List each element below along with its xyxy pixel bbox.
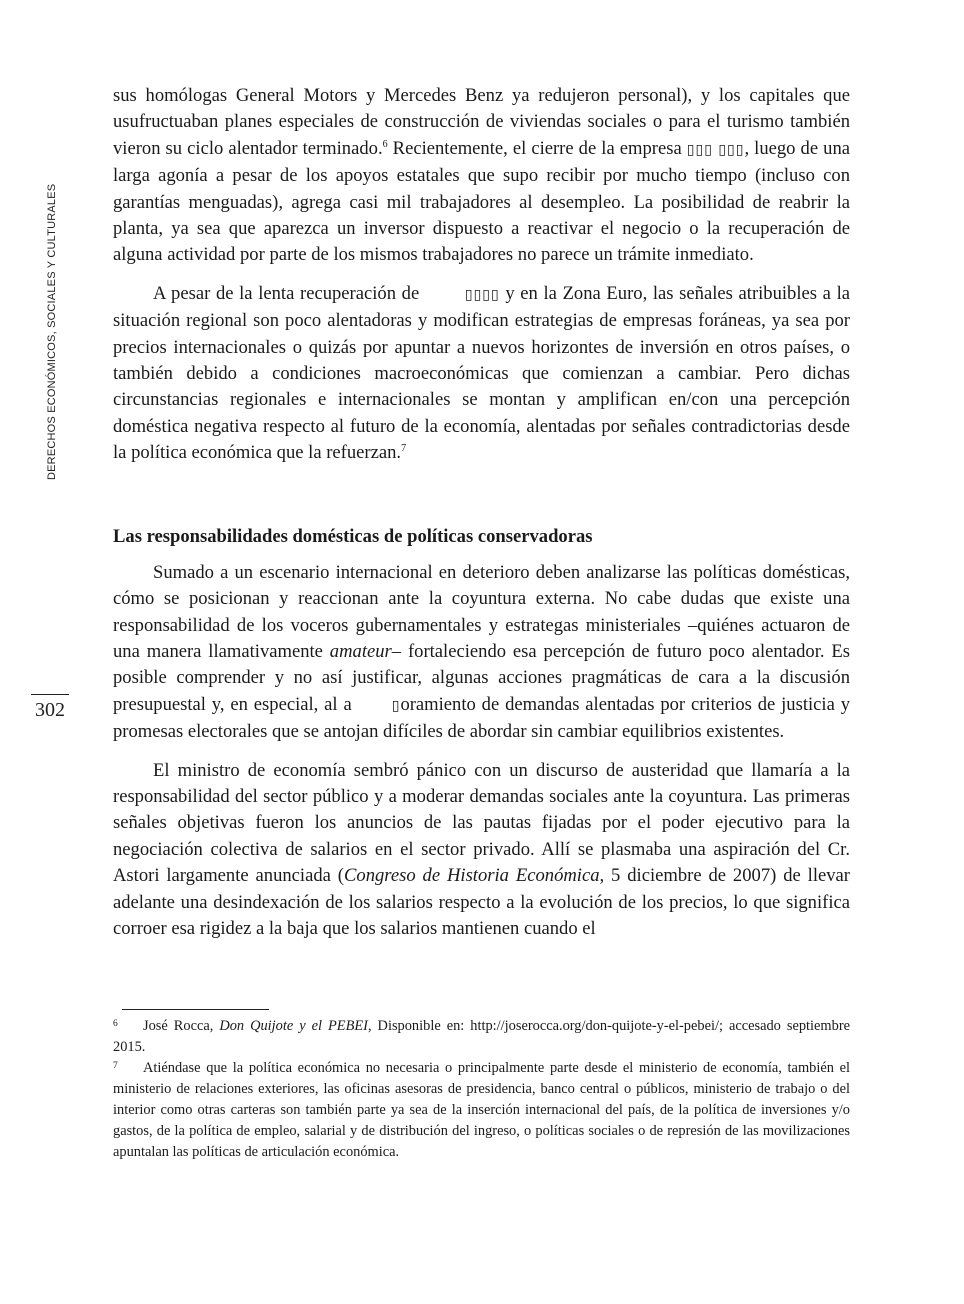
footnote-separator — [122, 1009, 269, 1010]
running-title: DERECHOS ECONÓMICOS, SOCIALES Y CULTURALES — [46, 183, 58, 480]
missing-glyph-placeholder: ▯▯▯▯ — [464, 286, 500, 303]
paragraph-3: Sumado a un escenario internacional en deterioro deben analizarse las políticas domésticas, cómo se posicionan y reaccionan ante la coyuntura externa. No cabe dudas que existe una responsabilidad de los voceros gubernamentales y estrategas ministeriales –quiénes actuaron de una manera llamativamente amateur– fortaleciendo esa percepción de futuro poco alentador. Es posible comprender y no así justificar, algunas acciones pragmáticas de cara a la discusión presupuestal y, en especial, al a ▯oramiento de demandas alentadas por criterios de justicia y promesas electorales que se antojan difíciles de abordar sin cambiar equilibrios existentes. — [113, 561, 850, 743]
body-text — [113, 83, 850, 942]
paragraph-2: A pesar de la lenta recuperación de ▯▯▯▯ y en la Zona Euro, las señales atribuibles a la situación regional son poco alentadoras y modifican estrategias de empresas foráneas, ya sea por precios internacionales o quizás por apuntar a nuevos horizontes de inversión en otros países, o también debido a condiciones macroeconómicas que comienzan a cambiar. Pero dichas circunstancias regionales e internacionales se montan y amplifican en/con una percepción doméstica negativa respecto al futuro de la economía, alentadas por señales contradictorias desde la política económica que la refuerzan.$^7$ — [113, 282, 850, 464]
missing-glyph-placeholder: ▯▯▯ ▯▯▯ — [686, 141, 745, 158]
footnote-ref-6[interactable]: 6 — [382, 138, 388, 150]
footnote-7: 7 Atiéndase que la política económica no necesaria o principalmente parte desde el ministerio de economía, también el ministerio de relaciones exteriores, las oficinas asesoras de presidencia, banco central o públicos, ministerio de trabajo o del interior como otras carteras son también parte ya sea de la inserción internacional del país, de la política de inversiones y/o gastos, de la política de empleo, salarial y de distribución del ingreso, o políticas sociales o de represión de las movilizaciones apuntalan las políticas de articulación económica. — [113, 1060, 850, 1160]
missing-glyph-placeholder: ▯ — [391, 697, 401, 714]
footnotes — [113, 1016, 850, 1163]
footnote-ref-7[interactable]: 7 — [401, 443, 407, 455]
footnote-6: 6 José Rocca, Don Quijote y el PEBEI, Disponible en: http://joserocca.org/don-quijote-y-el-pebei/; accesado septiembre 2015. — [113, 1018, 850, 1055]
paragraph-4: El ministro de economía sembró pánico con un discurso de austeridad que llamaría a la responsabilidad del sector público y a moderar demandas sociales ante la coyuntura. Las primeras señales objetivas fueron los anuncios de las pautas fijadas por el poder ejecutivo para la negociación colectiva de salarios en el sector privado. Allí se plasmaba una aspiración del Cr. Astori largamente anunciada (Congreso de Historia Económica, 5 diciembre de 2007) de llevar adelante una desindexación de los salarios respecto a la evolución de los precios, lo que significa corroer esa rigidez a la baja que los salarios mantienen cuando el — [113, 759, 850, 939]
paragraph-1: sus homólogas General Motors y Mercedes Benz ya redujeron personal), y los capitales que usufructuaban planes especiales de construcción de viviendas sociales o para el turismo también vieron su ciclo alentador terminado.$^6$ Recientemente, el cierre de la empresa ▯▯▯ ▯▯▯, luego de una larga agonía a pesar de los apoyos estatales que supo recibir por mucho tiempo (incluso con garantías menguadas), agrega casi mil trabajadores al desempleo. La posibilidad de reabrir la planta, ya sea que aparezca un inversor dispuesto a reactivar el negocio o la recuperación de alguna actividad por parte de los mismos trabajadores no parece un trámite inmediato. — [113, 85, 850, 266]
page-number-rule — [31, 694, 69, 695]
page-number: 302 — [35, 699, 65, 721]
section-heading: Las responsabilidades domésticas de políticas conservadoras — [113, 525, 593, 547]
